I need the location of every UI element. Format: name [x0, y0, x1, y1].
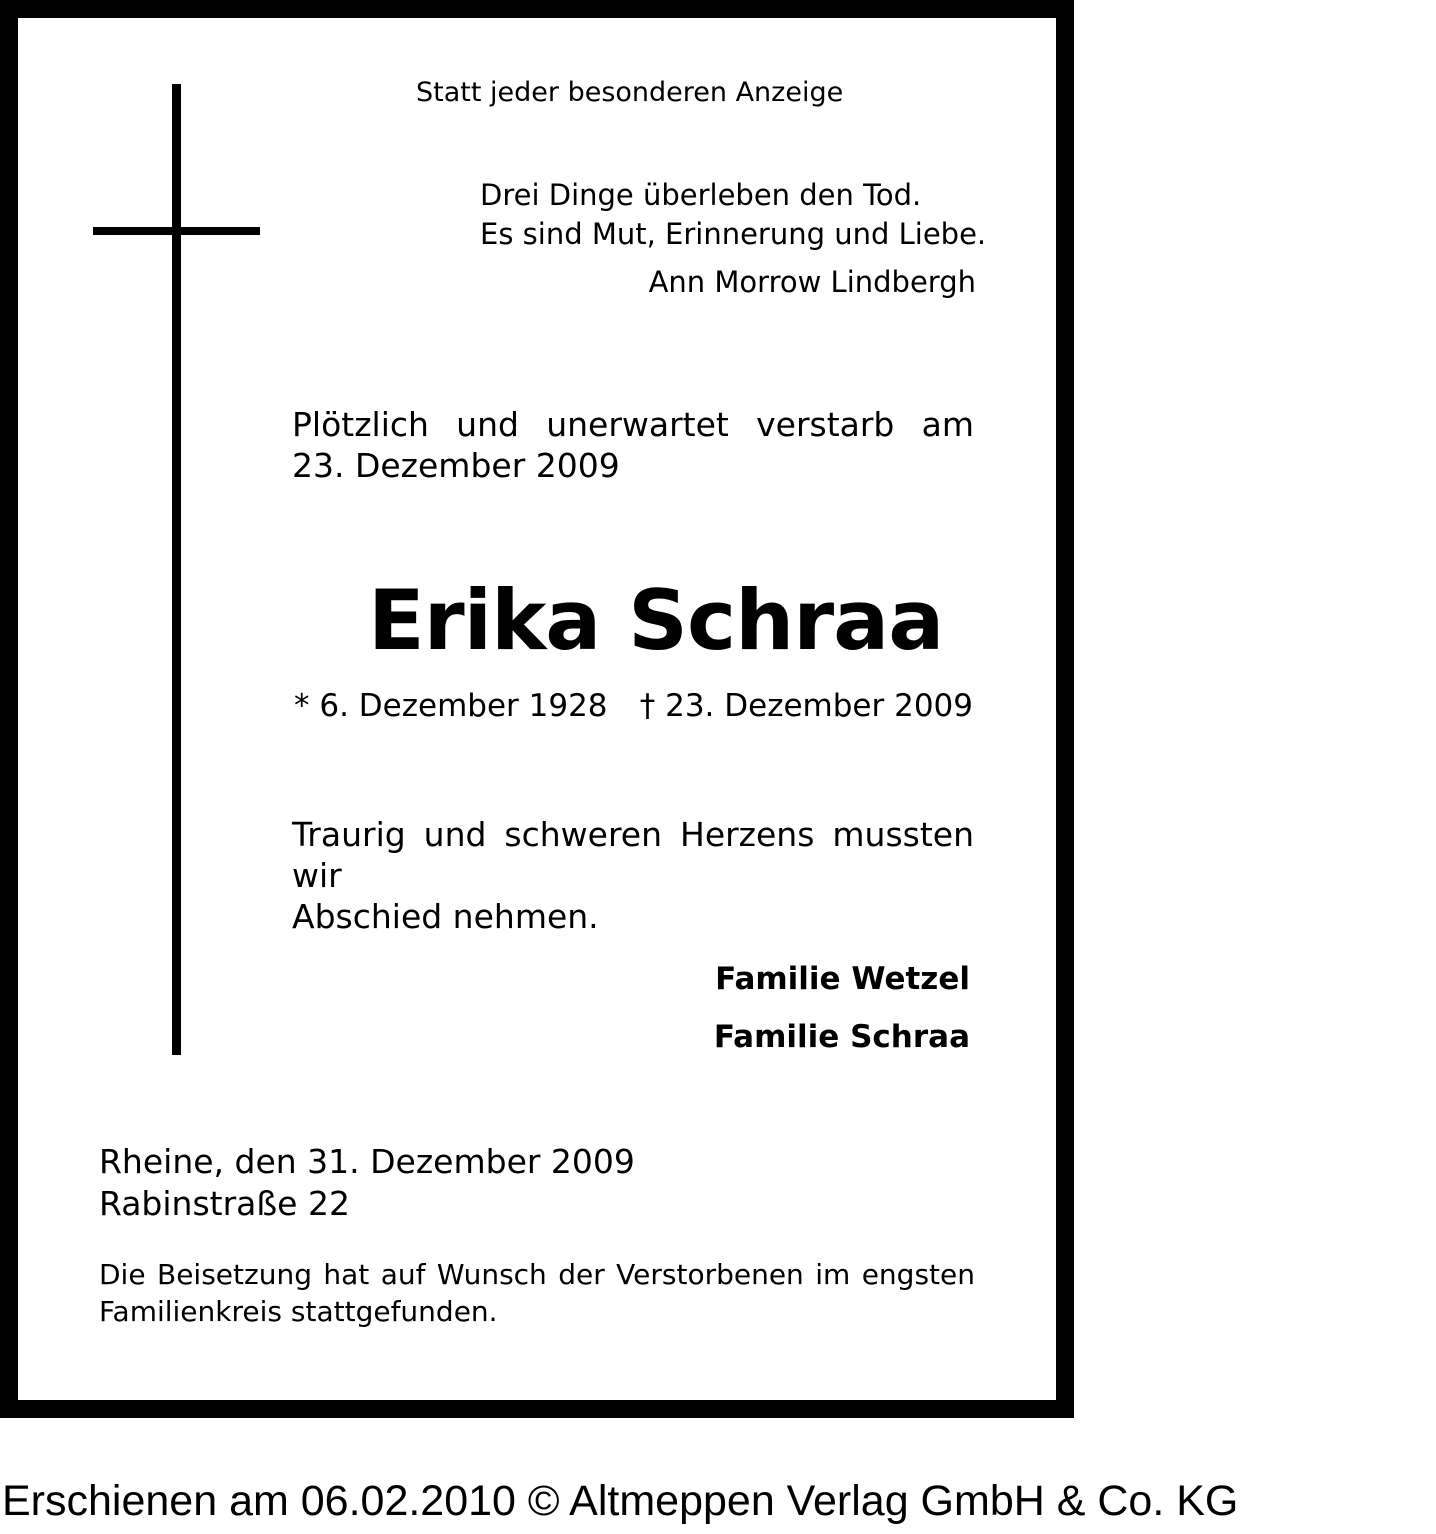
deceased-name: Erika Schraa: [368, 572, 944, 669]
burial-note-line-2: Familienkreis stattgefunden.: [99, 1295, 498, 1328]
burial-note-line-1: Die Beisetzung hat auf Wunsch der Verstorbenen im engsten: [99, 1258, 975, 1291]
death-announcement: [292, 404, 974, 486]
death-announcement-line-2: 23. Dezember 2009: [292, 446, 620, 485]
death-announcement-line-1: Plötzlich und unerwartet verstarb am: [292, 405, 974, 444]
publication-footer: Erschienen am 06.02.2010 © Altmeppen Verlag GmbH & Co. KG: [2, 1477, 1239, 1525]
quote-author: Ann Morrow Lindbergh: [648, 265, 976, 299]
notice-header: Statt jeder besonderen Anzeige: [416, 77, 844, 108]
mourning-line-2: Abschied nehmen.: [292, 897, 599, 936]
family-signature: Familie Schraa: [713, 1019, 970, 1055]
address: Rabinstraße 22: [99, 1184, 350, 1223]
quote-line-1: Drei Dinge überleben den Tod.: [480, 178, 922, 212]
burial-note: [99, 1256, 975, 1330]
place-date: Rheine, den 31. Dezember 2009: [99, 1142, 635, 1181]
mourning-text: [292, 814, 974, 937]
death-date: † 23. Dezember 2009: [639, 688, 973, 724]
quote-line-2: Es sind Mut, Erinnerung und Liebe.: [480, 217, 987, 251]
mourning-line-1: Traurig und schweren Herzens mussten wir: [292, 815, 974, 895]
quote: [480, 176, 986, 254]
cross-horizontal-bar: [93, 227, 260, 235]
place-and-address: [99, 1141, 635, 1225]
family-signature: Familie Wetzel: [715, 961, 970, 997]
birth-date: * 6. Dezember 1928: [294, 688, 608, 724]
